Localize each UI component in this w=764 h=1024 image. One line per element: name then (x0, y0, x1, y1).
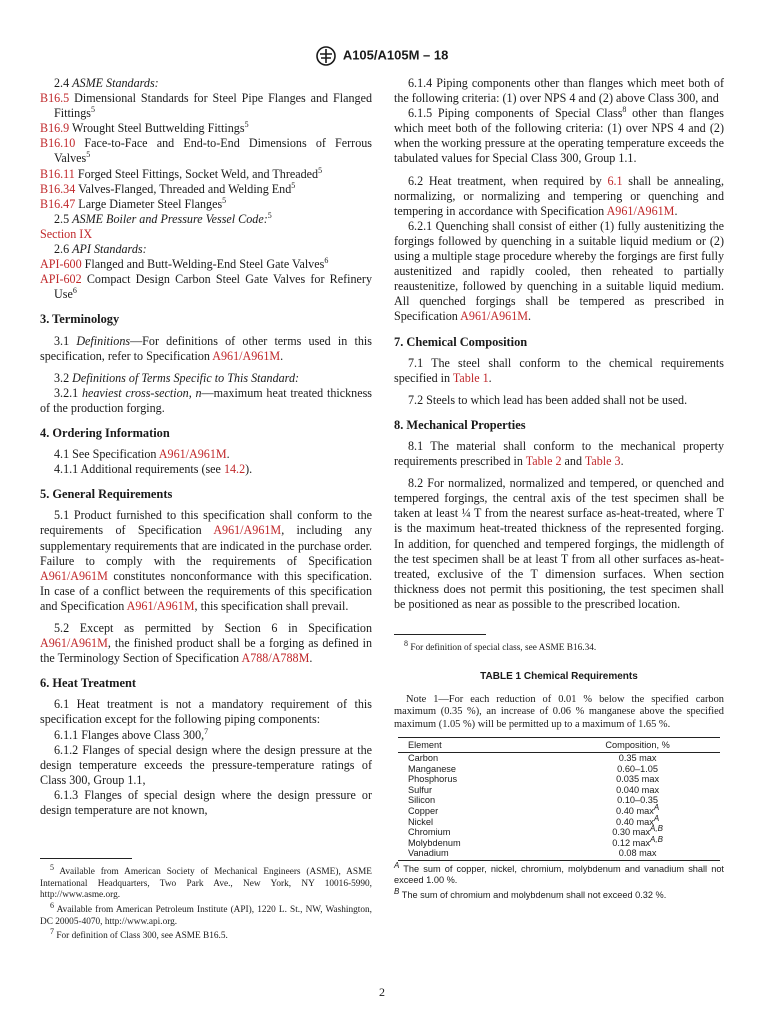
table-3-link[interactable]: Table 3 (584, 454, 621, 469)
para-7-2: 7.2 Steels to which lead has been added shall not be used. (408, 392, 688, 407)
asme-references (40, 91, 372, 212)
footnote-text: Available from American Society of Mechanical Engineers (ASME), ASME International Headquarters, Two Park Ave., New York, NY 10016-5990, http://www.asme.org. (40, 867, 372, 901)
composition-cell (545, 774, 720, 785)
footnote-divider (394, 634, 486, 635)
footnote-number: 7 (50, 927, 54, 936)
table-row (398, 785, 720, 796)
asme-reference-item (40, 182, 372, 197)
element-cell: Copper (408, 806, 439, 817)
composition-cell (545, 764, 720, 775)
reference-title: Forged Steel Fittings, Socket Weld, and Threaded (74, 166, 319, 181)
section-2-4: 2.4 ASME Standards: (54, 76, 159, 90)
composition-value: 0.12 max (612, 837, 651, 848)
element-cell: Phosphorus (408, 774, 458, 785)
footnote-marker: 5 (244, 120, 249, 130)
table-row (398, 838, 720, 849)
table-row (398, 806, 720, 817)
a788-link[interactable]: A788/A788M (241, 651, 310, 666)
footnote-marker: 5 (222, 195, 227, 205)
footnote-marker: 6 (324, 256, 329, 266)
asme-reference-item (40, 91, 372, 121)
para-3-1: 3.1 Definitions—For definitions of other terms used in this specification, refer to Specification A961/A961M. (40, 333, 372, 363)
reference-title: Dimensional Standards for Steel Pipe Flanges and Flanged Fittings (54, 91, 372, 121)
composition-value: 0.30 max (612, 827, 651, 838)
reference-title: Wrought Steel Buttwelding Fittings (69, 121, 245, 136)
table-row (398, 817, 720, 828)
api-reference-item (40, 257, 372, 272)
composition-cell (545, 785, 720, 796)
document-title: A105/A105M – 18 (342, 47, 449, 63)
table-1-note: Note 1—For each reduction of 0.01 % below the specified carbon maximum (0.35 %), an increase of 0.06 % manganese above the specified maximum (1.05 %) will be permitted up to a maximum of 1.65 %. (394, 693, 724, 730)
heading-terminology: 3. Terminology (40, 312, 120, 327)
footnote-6 (40, 900, 372, 928)
table-header-row (398, 738, 720, 753)
composition-cell (545, 795, 720, 806)
para-6-2: 6.2 Heat treatment, when required by 6.1 shall be annealing, normalizing, or normalizing and tempering or quenching and tempering in accordance with Specification A961/A961M. (394, 173, 724, 218)
para-3-2-1: 3.2.1 heaviest cross-section, n—maximum heat treated thickness of the production forging. (40, 385, 372, 415)
footnotes (40, 863, 372, 943)
page-header (0, 46, 764, 66)
reference-code-link[interactable]: B16.47 (40, 196, 76, 211)
composition-value: 0.08 max (618, 848, 657, 859)
reference-title: Large Diameter Steel Flanges (75, 196, 223, 211)
para-6-1-1: 6.1.1 Flanges above Class 300,$^7$ (54, 726, 209, 742)
table-2-link[interactable]: Table 2 (525, 454, 562, 469)
reference-title: Flanged and Butt-Welding-End Steel Gate Valves (81, 257, 325, 272)
composition-value: 0.035 max (616, 774, 660, 785)
astm-logo-icon (316, 46, 336, 66)
element-cell: Carbon (408, 753, 439, 764)
column-header-element: Element (398, 738, 545, 753)
composition-cell (545, 813, 720, 828)
table-1-link[interactable]: Table 1 (452, 370, 489, 385)
element-cell: Manganese (408, 763, 457, 774)
column-header-composition: Composition, % (545, 738, 720, 753)
footnote-number: 6 (50, 900, 54, 910)
heading-chemical-composition: 7. Chemical Composition (394, 334, 528, 349)
composition-value: 0.40 max (616, 816, 654, 827)
para-3-2: 3.2 Definitions of Terms Specific to This Standard: (54, 370, 300, 385)
table-footnote-marker: A (653, 802, 660, 812)
table-row (398, 774, 720, 785)
composition-cell (545, 834, 720, 849)
footnote-marker: 6 (72, 286, 77, 296)
footnote-marker: 5 (86, 150, 91, 160)
reference-code-link[interactable]: B16.34 (40, 181, 76, 196)
para-5-2: 5.2 Except as permitted by Section 6 in Specification A961/A961M, the finished product shall be a forging as defined in the Terminology Section of Specification A788/A788M. (40, 621, 372, 666)
footnote-marker: 5 (291, 180, 296, 190)
a961-link[interactable]: A961/A961M (126, 598, 195, 613)
para-5-1: 5.1 Product furnished to this specification shall conform to the requirements of Specification A961/A961M, including any supplementary requirements that are indicated in the purchase order. Failure to comply with the requirements of Specification A961/A961M constitutes nonconformance with this specification. In case of a conflict between the requirements of this specification and Specification A961/A961M, this specification shall prevail. (40, 508, 372, 613)
para-6-1: 6.1 Heat treatment is not a mandatory requirement of this specification except for the following piping components: (40, 697, 372, 727)
para-6-1-4: 6.1.4 Piping components other than flanges which meet both of the following criteria: (1) over NPS 4 and (2) above Class 300, and (394, 76, 724, 106)
api-references (40, 257, 372, 302)
footnote-5 (40, 863, 372, 902)
heading-heat-treatment: 6. Heat Treatment (40, 676, 137, 691)
composition-value: 0.60–1.05 (617, 763, 659, 774)
para-6-1-5: 6.1.5 Piping components of Special Class$^8$ other than flanges which meet both of the following criteria: (1) over NPS 4 and (2) when the working pressure at the operating temperature exceeds the tabulated values for Special Class 300, Group 1.1. (394, 105, 724, 166)
composition-cell (545, 753, 720, 764)
para-8-1: 8.1 The material shall conform to the mechanical property requirements prescribed in Table 2 and Table 3. (394, 438, 724, 469)
composition-cell (545, 802, 720, 817)
composition-value: 0.040 max (616, 784, 660, 795)
a961-link[interactable]: A961/A961M (460, 309, 529, 324)
section-2-6: 2.6 API Standards: (54, 242, 147, 257)
table-row (398, 848, 720, 860)
composition-cell (545, 824, 720, 838)
element-cell: Molybdenum (408, 837, 461, 848)
a961-link[interactable]: A961/A961M (40, 568, 108, 583)
table-footnote-b: $^B$ The sum of chromium and molybdenum shall not exceed 0.32 %. (394, 886, 667, 900)
table-row (398, 764, 720, 775)
composition-value: 0.35 max (618, 753, 657, 764)
para-4-1: 4.1 See Specification A961/A961M. (54, 447, 230, 462)
reference-title: Valves-Flanged, Threaded and Welding End (75, 181, 292, 196)
table-row (398, 753, 720, 764)
element-cell: Chromium (408, 827, 451, 838)
para-6-1-2: 6.1.2 Flanges of special design where the design pressure at the design temperature exceeds the pressure-temperature ratings of Class 300, Group 1.1, (40, 742, 372, 787)
reference-code-link[interactable]: B16.10 (40, 136, 76, 151)
reference-code-link[interactable]: API-600 (40, 257, 82, 272)
table-footnote-a: $^A$ The sum of copper, nickel, chromium, molybdenum and vanadium shall not exceed 1.00 %. (394, 860, 724, 886)
right-column (394, 76, 724, 901)
section-14-2-link[interactable]: 14.2 (223, 462, 246, 477)
reference-code-link[interactable]: B16.5 (40, 91, 70, 106)
a961-link[interactable]: A961/A961M (606, 203, 675, 218)
footnote-marker: 5 (90, 105, 95, 115)
element-cell: Silicon (408, 795, 436, 806)
para-7-1: 7.1 The steel shall conform to the chemical requirements specified in Table 1. (394, 355, 724, 385)
footnote-marker: 5 (318, 165, 323, 175)
a961-link[interactable]: A961/A961M (40, 636, 108, 651)
chemical-requirements-table (398, 737, 720, 861)
a961-link[interactable]: A961/A961M (213, 523, 282, 538)
element-cell: Vanadium (398, 848, 545, 860)
a961-link[interactable]: A961/A961M (212, 348, 281, 363)
section-ix-link[interactable]: Section IX (40, 226, 93, 241)
asme-reference-item (40, 167, 372, 182)
reference-title: Face-to-Face and End-to-End Dimensions of Ferrous Valves (54, 136, 372, 166)
heading-general-requirements: 5. General Requirements (40, 487, 173, 502)
table-row (398, 827, 720, 838)
section-ix-ref (40, 227, 372, 242)
para-6-1-3: 6.1.3 Flanges of special design where the design pressure or design temperature are not known, (40, 787, 372, 818)
heading-mechanical-properties: 8. Mechanical Properties (394, 417, 526, 432)
reference-code-link[interactable]: B16.9 (40, 121, 70, 136)
footnote-text: For definition of Class 300, see ASME B16.5. (54, 931, 228, 942)
footnote-7 (40, 927, 372, 943)
composition-cell (545, 848, 720, 860)
asme-reference-item (40, 121, 372, 136)
footnote-number: 5 (50, 863, 54, 873)
table-footnote-marker: A (653, 813, 660, 823)
heading-ordering-information: 4. Ordering Information (40, 425, 170, 440)
section-6-1-link[interactable]: 6.1 (607, 173, 623, 188)
element-cell: Nickel (408, 816, 434, 827)
composition-value: 0.40 max (616, 806, 654, 817)
a961-link[interactable]: A961/A961M (158, 447, 227, 462)
section-2-5: 2.5 ASME Boiler and Pressure Vessel Code:$^5$ (54, 210, 272, 226)
reference-code-link[interactable]: API-602 (40, 272, 82, 287)
para-6-2-1: 6.2.1 Quenching shall consist of either (1) fully austenitizing the forgings followed by quenching in a suitable liquid medium or (2) using a multiple stage procedure whereby the forgings are first fully austenitized and rapidly cooled, then reheated to partially reaustenitize, followed by quenching in a suitable liquid medium. All quenched forgings shall be tempered as prescribed in Specification A961/A961M. (394, 218, 724, 324)
element-cell: Sulfur (408, 784, 433, 795)
page-number: 2 (379, 985, 385, 999)
table-footnote-marker: A,B (650, 824, 663, 834)
reference-title: Compact Design Carbon Steel Gate Valves for Refinery Use (54, 272, 372, 302)
table-1-title: TABLE 1 Chemical Requirements (480, 670, 638, 682)
asme-reference-item (40, 136, 372, 166)
footnote-8: $^8$ For definition of special class, see ASME B16.34. (404, 638, 597, 653)
left-column (40, 76, 372, 946)
reference-code-link[interactable]: B16.11 (40, 166, 75, 181)
table-row (398, 795, 720, 806)
footnote-divider (40, 858, 132, 859)
api-reference-item (40, 272, 372, 302)
composition-value: 0.10–0.35 (617, 795, 659, 806)
footnote-text: Available from American Petroleum Institute (API), 1220 L. St., NW, Washington, DC 20005-4070, http://www.api.org. (40, 904, 372, 927)
table-footnote-marker: A,B (650, 834, 663, 844)
asme-reference-item (40, 197, 372, 212)
para-4-1-1: 4.1.1 Additional requirements (see 14.2). (54, 462, 253, 477)
para-8-2: 8.2 For normalized, normalized and tempered, or quenched and tempered forgings, the central axis of the test specimen shall be taken at least ¼ T from the nearest surface as-heat-treated, where T is the maximum heat-treated thickness of the represented forging. In addition, for quenched and tempered forgings, the midlength of the test specimen shall be at least T from all other surfaces as-heat-treated, exclusive of the T dimension surfaces. When section thickness does not permit this positioning, the test specimen shall be positioned as near as possible to the prescribed location. (394, 476, 724, 611)
